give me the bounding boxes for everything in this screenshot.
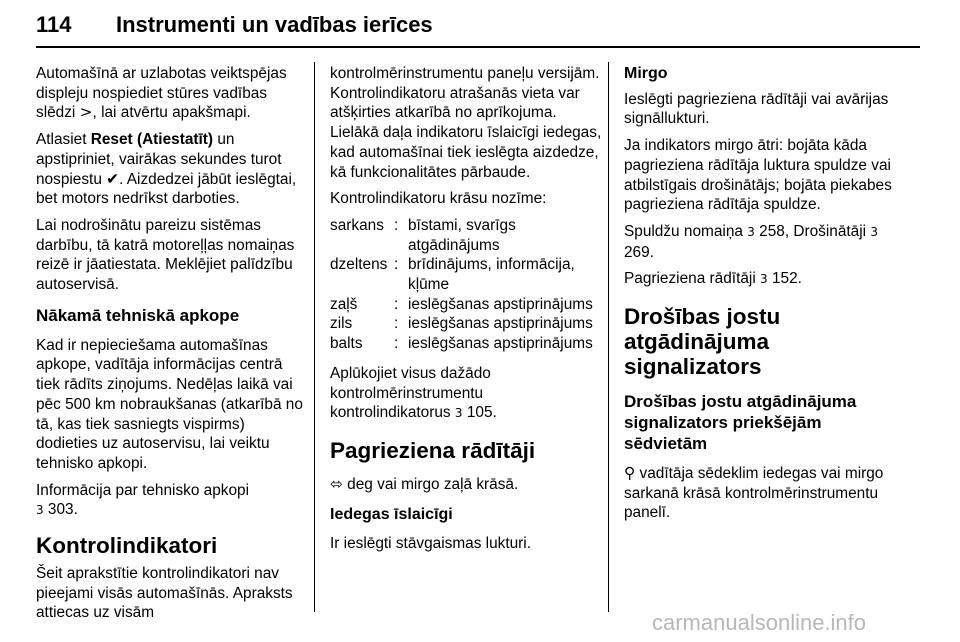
separator: : [394,335,399,353]
color-meaning: brīdinājums, informācija, kļūme [408,256,575,294]
column-2 [330,64,602,561]
column-divider [608,62,609,612]
color-meaning: ieslēgšanas apstiprinājums [408,315,593,333]
text: Atlasiet [36,131,91,149]
paragraph-turn-signal-color [330,475,602,495]
paragraph-fast-blink: Ja indikators mirgo ātri: bojāta kāda pagrieziena rādītāja luktura spuldze vai atbilstīgais drošinātājs; bojāta piekabes pagrieziena rādītāja spuldze. [624,137,892,214]
color-meaning-table [330,216,602,354]
paragraph-parking-lights: Ir ieslēgti stāvgaismas lukturi. [330,535,532,553]
table-row [330,295,602,315]
section-heading-seatbelt-reminder: Drošības jostu atgādinājuma signalizators [624,304,781,380]
turn-signal-arrows-icon: ⬄ [330,474,343,493]
paragraph-display-instructions [36,64,306,123]
paragraph-turn-signal-ref [624,269,894,290]
paragraph-blink-meaning: Ieslēgti pagrieziena rādītāji vai avārijas signāllukturi. [624,90,889,128]
separator: : [394,256,399,274]
color-meaning: ieslēgšanas apstiprinājums [408,335,593,353]
text: Automašīnā ar uzlabotas veiktspējas displeju nospiediet stūres vadības slēdzi [36,65,287,122]
text: deg vai mirgo zaļā krāsā. [342,475,519,493]
text: , lai atvērtu apakšmapi. [92,104,251,122]
page-ref-link[interactable]: 303. [43,501,78,519]
reset-option-label: Reset (Atiestatīt) [90,131,214,149]
column-divider [314,62,315,612]
table-row [330,314,602,334]
color-name: balts [330,335,363,353]
paragraph-seatbelt-indicator [624,464,894,523]
text: Aplūkojiet visus dažādo kontrolmērinstrumentu kontrolindikatorus [330,364,491,422]
color-name: zils [330,315,353,333]
page-ref-link[interactable]: 105. [462,404,497,422]
paragraph-indicators-intro: Šeit aprakstītie kontrolindikatori nav pieejami visās automašīnās. Apraksts attiecas uz visām [36,565,293,622]
text: vadītāja sēdeklim iedegas vai mirgo sarkanā krāsā kontrolmērinstrumentu panelī. [624,465,884,522]
page-ref-link[interactable]: 269. [624,243,654,261]
table-row [330,255,602,294]
paragraph-service-info [36,481,306,521]
chapter-title: Instrumenti un vadības ierīces [116,12,433,37]
chevron-right-icon: > [79,103,93,122]
page-ref-arrow-icon: 3 [454,406,463,421]
page-header [36,6,926,46]
section-heading-turn-signals: Pagrieziena rādītāji [330,437,536,463]
page-number: 114 [36,12,72,37]
subheading-front-seats: Drošības jostu atgādinājuma signalizators priekšējām sēdvietām [624,392,857,454]
seatbelt-icon: ⚲ [624,464,636,483]
subheading-lights-briefly: Iedegas īslaicīgi [330,505,453,523]
text: . Aizdedzei jābūt ieslēgtai, bet motors nedrīkst darboties. [36,170,297,208]
subheading-blinks: Mirgo [624,65,668,82]
color-name: zaļš [330,295,358,313]
page-ref-arrow-icon: 3 [870,224,878,239]
section-heading-next-service: Nākamā tehniskā apkope [36,305,240,325]
page-ref-arrow-icon: 3 [760,272,768,287]
page-ref-link[interactable]: 152. [767,270,802,288]
column-3 [624,64,894,530]
color-name: sarkans [330,216,384,234]
page-ref-link[interactable]: 258, Drošinātāji [754,222,871,240]
color-meaning: bīstami, svarīgs atgādinājums [408,216,516,254]
header-rule [36,46,920,48]
color-meaning: ieslēgšanas apstiprinājums [408,295,593,313]
separator: : [394,295,399,313]
paragraph-service-message: Kad ir nepieciešama automašīnas apkope, vadītāja informācijas centrā tiek rādīts ziņojums. Nedēļas laikā vai pēc 500 km nobraukšanas (atkarībā no tā, kas tiek sasniegts vispirms) dodieties uz autoservisu, lai veiktu tehnisko apkopi. [36,336,303,472]
page-ref-arrow-icon: 3 [36,503,44,518]
paragraph-see-indicators [330,364,602,424]
page-ref-arrow-icon: 3 [747,224,755,239]
text: Spuldžu nomaiņa [624,222,748,240]
paragraph-color-meaning-intro: Kontrolindikatoru krāsu nozīme: [330,190,547,208]
color-name: dzeltens [330,256,388,274]
paragraph-bulb-fuse-refs [624,222,894,262]
table-row [330,334,602,354]
separator: : [394,216,399,234]
paragraph-reset-instructions [36,130,306,209]
text: Informācija par tehnisko apkopi [36,481,250,499]
checkmark-icon: ✔ [106,169,120,188]
section-heading-indicators: Kontrolindikatori [36,533,218,559]
text: un apstipriniet, vairākas sekundes turot nospiestu [36,131,282,188]
separator: : [394,315,399,333]
text: Pagrieziena rādītāji [624,270,761,288]
paragraph-reset-note: Lai nodrošinātu pareizu sistēmas darbību, tā katrā motoreļļas nomaiņas reizē ir jāatiestata. Meklējiet palīdzību autoservisā. [36,216,295,294]
table-row [330,216,602,255]
watermark: carmanualsonline.info [652,610,867,635]
column-1 [36,64,306,630]
paragraph-indicators-description: kontrolmērinstrumentu paneļu versijām. Kontrolindikatoru atrašanās vieta var atšķirties atkarībā no aprīkojuma. Lielākā daļa indikatoru īslaicīgi iedegas, kad automašīnai tiek ieslēgta aizdedze, kā funkcionalitātes pārbaude. [330,65,602,181]
